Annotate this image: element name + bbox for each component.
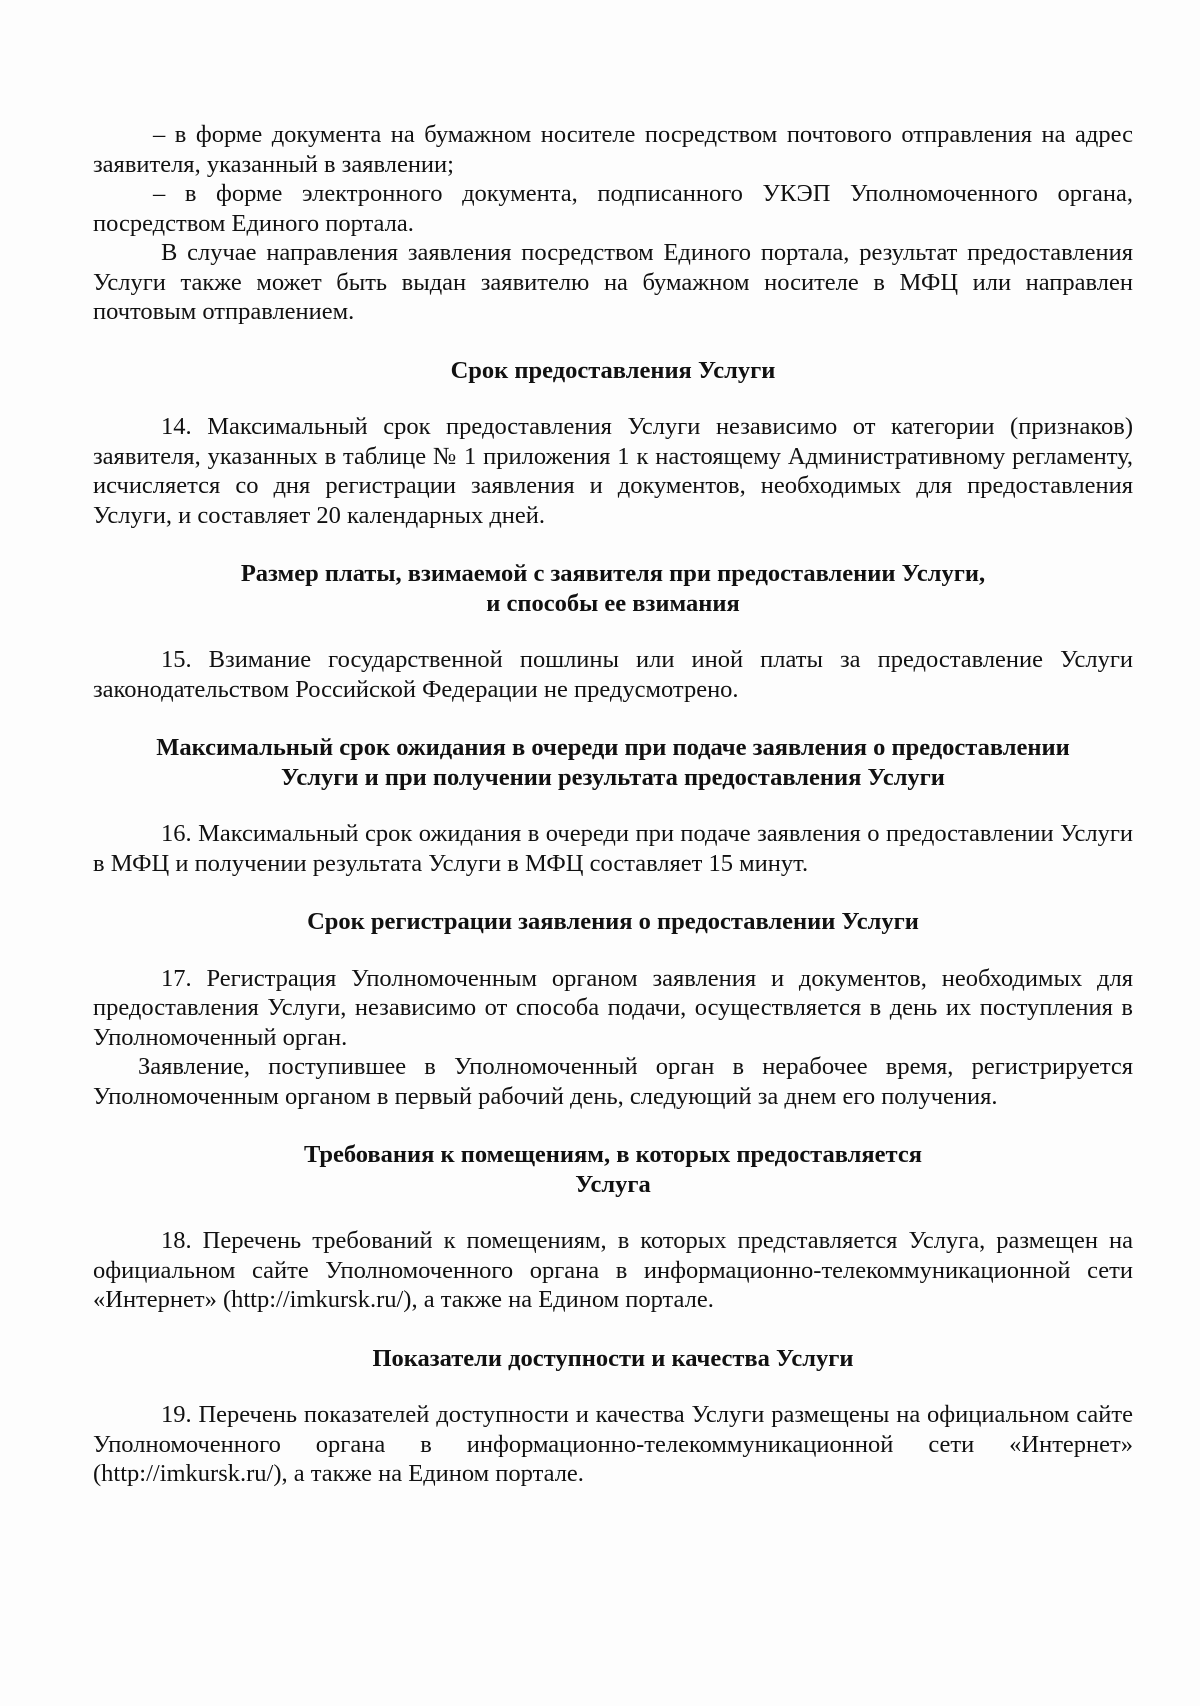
heading-premises — [93, 1140, 1133, 1199]
document-body — [93, 120, 1133, 1489]
paragraph-15: 15. Взимание государственной пошлины или иной платы за предоставление Услуги законодательством Российской Федерации не предусмотрено. — [93, 646, 1133, 703]
heading-queue-time-line1: Максимальный срок ожидания в очереди при подаче заявления о предоставлении — [156, 734, 1070, 761]
paragraph-19: 19. Перечень показателей доступности и качества Услуги размещены на официальном сайте Уполномоченного органа в информационно-телекоммуникационной сети «Интернет» (http://imkursk.ru/), а также на Едином портале. — [93, 1401, 1133, 1487]
paragraph-17: 17. Регистрация Уполномоченным органом заявления и документов, необходимых для предоставления Услуги, независимо от способа подачи, осуществляется в день их поступления в Уполномоченный орган. — [93, 964, 1133, 1051]
paragraph-paper-delivery: – в форме документа на бумажном носителе посредством почтового отправления на адрес заявителя, указанный в заявлении; — [93, 121, 1133, 178]
heading-service-term: Срок предоставления Услуги — [450, 356, 776, 384]
paragraph-14: 14. Максимальный срок предоставления Услуги независимо от категории (признаков) заявителя, указанных в таблице № 1 приложения 1 к настоящему Административному регламенту, исчисляется со дня регистрации заявления и документов, необходимых для предоставления Услуги, и составляет 20 календарных дней. — [93, 413, 1133, 529]
paragraph-portal-result: В случае направления заявления посредством Единого портала, результат предоставления Услуги также может быть выдан заявителю на бумажном носителе в МФЦ или направлен почтовым отправлением. — [93, 239, 1133, 325]
heading-premises-line1: Требования к помещениям, в которых предоставляется — [303, 1141, 923, 1168]
paragraph-17-continued: Заявление, поступившее в Уполномоченный орган в нерабочее время, регистрируется Уполномоченным органом в первый рабочий день, следующий за днем его получения. — [93, 1053, 1133, 1110]
heading-fee-line1: Размер платы, взимаемой с заявителя при предоставлении Услуги, — [240, 560, 986, 587]
heading-queue-time — [93, 733, 1133, 792]
heading-fee-line2: и способы ее взимания — [486, 589, 740, 617]
heading-quality-indicators: Показатели доступности и качества Услуги — [372, 1344, 854, 1372]
heading-premises-line2: Услуга — [575, 1170, 651, 1198]
paragraph-18: 18. Перечень требований к помещениям, в которых представляется Услуга, размещен на официальном сайте Уполномоченного органа в информационно-телекоммуникационной сети «Интернет» (http://imkursk.ru/), а также на Едином портале. — [93, 1227, 1133, 1313]
paragraph-16: 16. Максимальный срок ожидания в очереди при подаче заявления о предоставлении Услуги в МФЦ и получении результата Услуги в МФЦ составляет 15 минут. — [93, 820, 1133, 877]
heading-registration-term: Срок регистрации заявления о предоставлении Услуги — [307, 908, 919, 935]
heading-queue-time-line2: Услуги и при получении результата предоставления Услуги — [281, 763, 945, 791]
paragraph-electronic-delivery: – в форме электронного документа, подписанного УКЭП Уполномоченного органа, посредством Единого портала. — [93, 180, 1133, 237]
heading-fee — [93, 559, 1133, 618]
